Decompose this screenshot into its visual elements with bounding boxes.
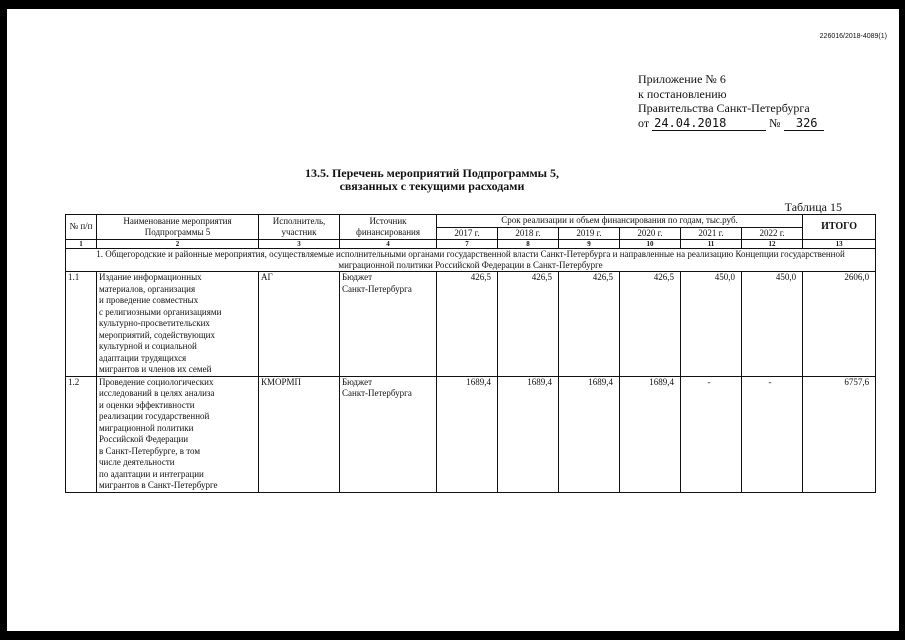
number-label: №: [769, 115, 781, 130]
row-name-line: числе деятельности: [99, 457, 175, 467]
header-executor: Исполнитель, участник: [259, 215, 340, 240]
header-year: 2021 г.: [681, 227, 742, 240]
header-year: 2020 г.: [620, 227, 681, 240]
column-number: 1: [66, 240, 97, 249]
page-title: [247, 167, 617, 193]
header-source: Источник финансирования: [340, 215, 437, 240]
row-name-line: миграционной политики: [99, 422, 194, 433]
row-name-line: культурно-просветительских: [99, 318, 210, 328]
row-executor: АГ: [259, 272, 340, 377]
row-source-line: Санкт-Петербурга: [342, 388, 412, 398]
column-number: 9: [559, 240, 620, 249]
row-executor: КМОРМП: [259, 376, 340, 492]
row-name-line: исследований в целях анализа: [99, 388, 215, 398]
row-name-line: с религиозными организациями: [99, 306, 222, 317]
row-value: 1689,4: [498, 376, 559, 492]
appendix-line-1: Приложение № 6: [638, 72, 726, 86]
row-source: [340, 376, 437, 492]
row-name: [97, 272, 259, 377]
row-source-line: Бюджет: [342, 376, 373, 387]
table-row: [66, 376, 876, 492]
header-year: 2017 г.: [437, 227, 498, 240]
column-number: 10: [620, 240, 681, 249]
row-name-line: и оценки эффективности: [99, 399, 195, 410]
row-value: 426,5: [559, 272, 620, 377]
title-line-2: связанных с текущими расходами: [339, 179, 525, 193]
column-number: 4: [340, 240, 437, 249]
row-name-line: и проведение совместных: [99, 295, 199, 305]
column-number: 7: [437, 240, 498, 249]
header-year: 2019 г.: [559, 227, 620, 240]
row-name-line: Российской Федерации: [99, 434, 189, 444]
document-page: [7, 9, 899, 631]
document-id: 226016/2018-4089(1): [819, 33, 887, 40]
header-num: № п/п: [66, 215, 97, 240]
column-number: 8: [498, 240, 559, 249]
title-line-1: 13.5. Перечень мероприятий Подпрограммы 5,: [304, 166, 560, 180]
row-value: -: [742, 376, 803, 492]
row-name-line: в Санкт-Петербурге, в том: [99, 445, 201, 456]
header-period: Срок реализации и объем финансирования по годам, тыс.руб.: [437, 215, 803, 228]
row-value: 1689,4: [437, 376, 498, 492]
resolution-date: 24.04.2018: [652, 116, 766, 132]
header-year: 2022 г.: [742, 227, 803, 240]
column-number: 11: [681, 240, 742, 249]
table-row: [66, 272, 876, 377]
column-number: 13: [803, 240, 876, 249]
appendix-line-2: к постановлению: [638, 86, 727, 101]
row-source-line: Бюджет: [342, 272, 373, 282]
appendix-date-line: [638, 116, 824, 132]
appendix-line-3: Правительства Санкт-Петербурга: [638, 101, 810, 115]
row-source-line: Санкт-Петербурга: [342, 283, 412, 294]
column-number-row: [66, 240, 876, 249]
row-name-line: Проведение социологических: [99, 376, 214, 387]
row-number: 1.1: [66, 272, 97, 377]
row-value: 1689,4: [559, 376, 620, 492]
appendix-block: [638, 72, 824, 131]
row-number: 1.2: [66, 376, 97, 492]
ot-label: от: [638, 115, 650, 130]
column-number: 3: [259, 240, 340, 249]
row-name-line: мигрантов и членов их семей: [99, 364, 212, 374]
row-value: 426,5: [620, 272, 681, 377]
row-value: 426,5: [437, 272, 498, 377]
row-total: 2606,0: [803, 272, 876, 377]
header-total: ИТОГО: [803, 215, 876, 240]
row-value: 426,5: [498, 272, 559, 377]
row-name-line: по адаптации и интеграции: [99, 468, 204, 479]
header-year: 2018 г.: [498, 227, 559, 240]
row-name-line: Издание информационных: [99, 272, 202, 282]
column-number: 2: [97, 240, 259, 249]
row-value: 1689,4: [620, 376, 681, 492]
row-value: 450,0: [681, 272, 742, 377]
header-name: Наименование мероприятия Подпрограммы 5: [97, 215, 259, 240]
row-value: 450,0: [742, 272, 803, 377]
row-value: -: [681, 376, 742, 492]
table-label: Таблица 15: [784, 200, 842, 214]
column-number: 12: [742, 240, 803, 249]
row-name-line: материалов, организация: [99, 283, 196, 294]
measures-table: [65, 214, 876, 493]
row-name-line: мигрантов в Санкт-Петербурге: [99, 480, 218, 490]
section-heading: 1. Общегородские и районные мероприятия, осуществляемые исполнительными органами государственной власти Санкт-Петербурга и направленные на реализацию Концепции государственной миграционной политики Российской Федерации в Санкт-Петербурге: [66, 249, 876, 272]
resolution-number: 326: [784, 116, 824, 132]
row-name-line: мероприятий, содействующих: [99, 329, 215, 340]
row-name-line: реализации государственной: [99, 411, 210, 421]
row-name-line: культурной и социальной: [99, 341, 197, 351]
row-source: [340, 272, 437, 377]
row-total: 6757,6: [803, 376, 876, 492]
row-name: [97, 376, 259, 492]
row-name-line: адаптации трудящихся: [99, 352, 187, 363]
